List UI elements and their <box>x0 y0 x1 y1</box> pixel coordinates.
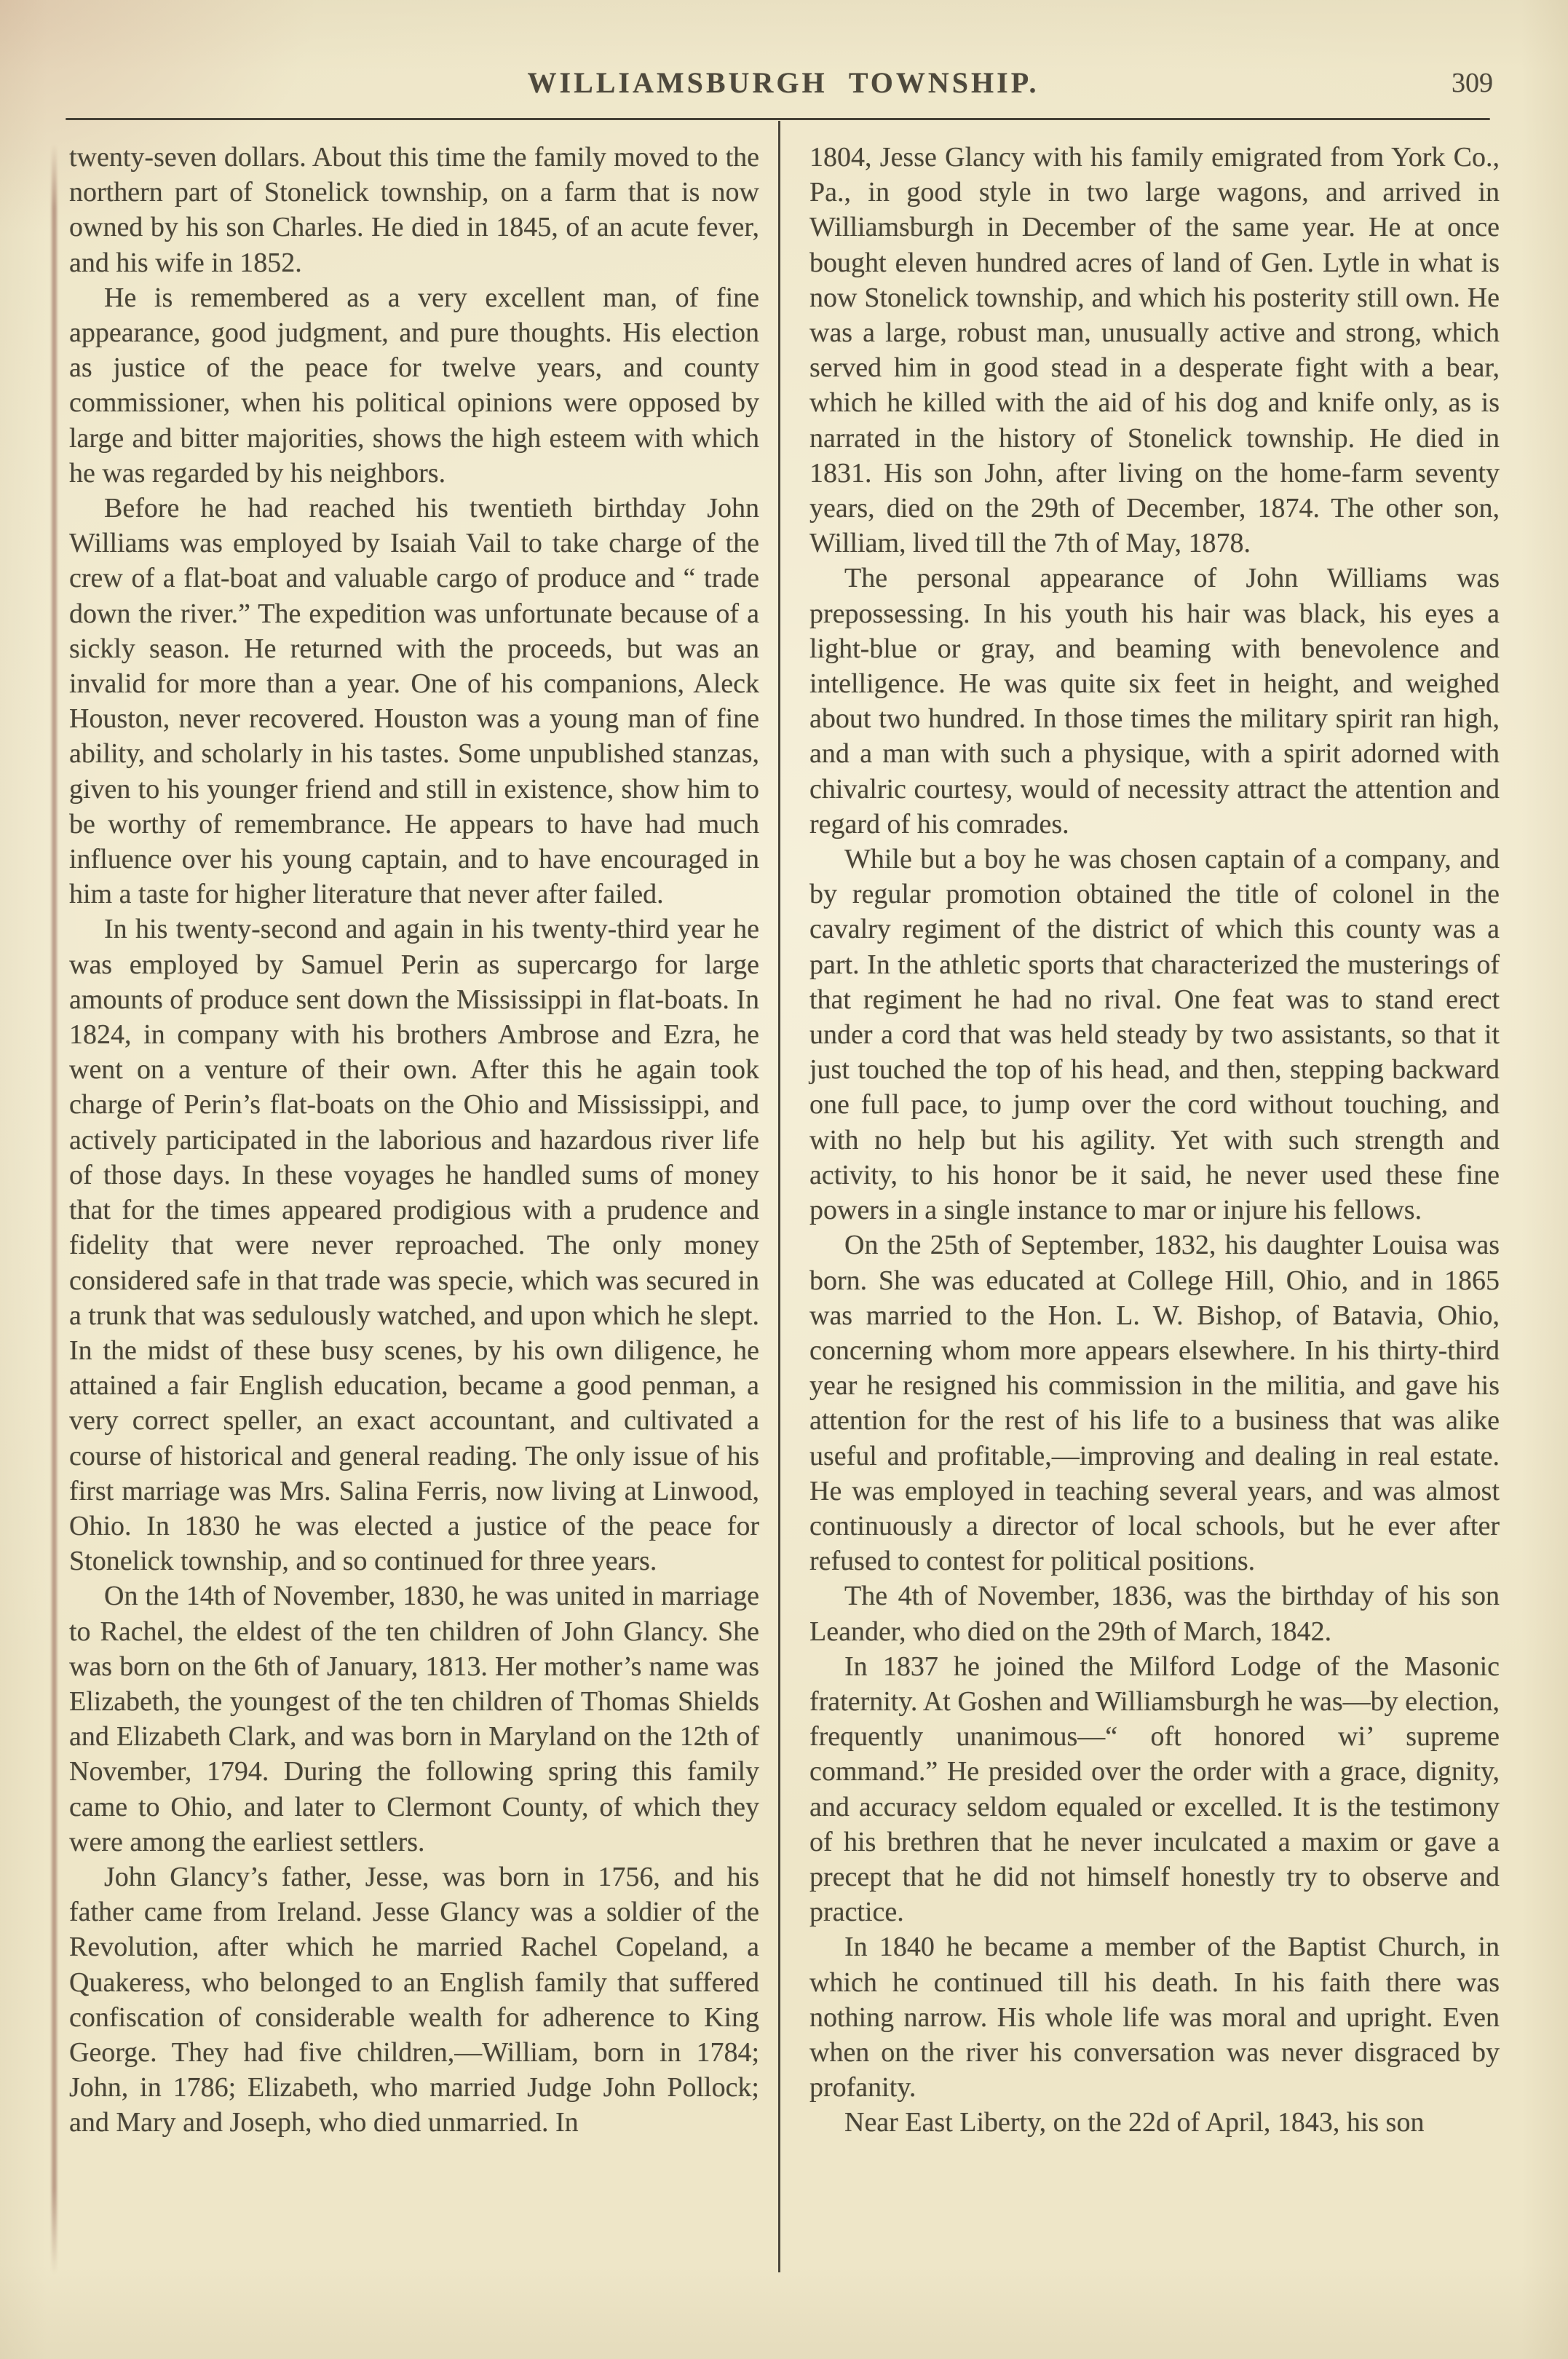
body-paragraph: In 1837 he joined the Milford Lodge of the Masonic fraternity. At Goshen and Williamsburgh he was—by election, frequently unanimous—“ oft honored wi’ supreme command.” He presided over the order with a grace, dignity, and accuracy seldom equaled or excelled. It is the testimony of his brethren that he never inculcated a maxim or gave a precept that he did not himself honestly try to observe and practice. <box>809 1651 1500 1928</box>
body-paragraph: The 4th of November, 1836, was the birthday of his son Leander, who died on the 29th of March, 1842. <box>809 1581 1500 1647</box>
header-rule <box>66 118 1490 120</box>
body-paragraph: In his twenty-second and again in his twenty-third year he was employed by Samuel Perin as supercargo for large amounts of produce sent down the Mississippi in flat-boats. In 1824, in company with his brothers Ambrose and Ezra, he went on a venture of their own. After this he again took charge of Perin’s flat-boats on the Ohio and Mississippi, and actively participated in the laborious and hazardous river life of those days. In these voyages he handled sums of money that for the times appeared prodigious with a prudence and fidelity that were never reproached. The only money considered safe in that trade was specie, which was secured in a trunk that was sedulously watched, and upon which he slept. In the midst of these busy scenes, by his own diligence, he attained a fair English education, became a good penman, a very correct speller, an exact accountant, and cultivated a course of historical and general reading. The only issue of his first marriage was Mrs. Salina Ferris, now living at Linwood, Ohio. In 1830 he was elected a justice of the peace for Stonelick township, and so continued for three years. <box>69 914 759 1577</box>
body-paragraph: John Glancy’s father, Jesse, was born in 1756, and his father came from Ireland. Jesse Glancy was a soldier of the Revolution, after which he married Rachel Copeland, a Quakeress, who belonged to an English family that suffered confiscation of considerable wealth for adherence to King George. They had five children,—William, born in 1784; John, in 1786; Elizabeth, who married Judge John Pollock; and Mary and Joseph, who died unmarried. In <box>69 1861 759 2138</box>
scan-edge-artifact <box>52 144 57 2274</box>
page-header <box>69 66 1497 109</box>
body-paragraph: Near East Liberty, on the 22d of April, 1843, his son <box>844 2107 1425 2138</box>
body-paragraph: 1804, Jesse Glancy with his family emigrated from York Co., Pa., in good style in two large wagons, and arrived in Williamsburgh in December of the same year. He at once bought eleven hundred acres of land of Gen. Lytle in what is now Stonelick township, and which his posterity still own. He was a large, robust man, unusually active and strong, which served him in good stead in a desperate fight with a bear, which he killed with the aid of his dog and knife only, as is narrated in the history of Stonelick township. He died in 1831. His son John, after living on the home-farm seventy years, died on the 29th of December, 1874. The other son, William, lived till the 7th of May, 1878. <box>809 142 1500 559</box>
body-paragraph: On the 25th of September, 1832, his daughter Louisa was born. She was educated at College Hill, Ohio, and in 1865 was married to the Hon. L. W. Bishop, of Batavia, Ohio, concerning whom more appears elsewhere. In his thirty-third year he resigned his commission in the militia, and gave his attention for the rest of his life to a business that was alike useful and profitable,—improving and dealing in real estate. He was employed in teaching several years, and was almost continuously a director of local schools, but he ever after refused to contest for political positions. <box>809 1230 1500 1577</box>
body-paragraph: In 1840 he became a member of the Baptist Church, in which he continued till his death. In his faith there was nothing narrow. His whole life was moral and upright. Even when on the river his conversation was never disgraced by profanity. <box>809 1932 1500 2103</box>
body-paragraph: He is remembered as a very excellent man, of fine appearance, good judgment, and pure thoughts. His election as justice of the peace for twelve years, and county commissioner, when his political opinions were opposed by large and bitter majorities, shows the high esteem with which he was regarded by his neighbors. <box>69 282 759 489</box>
body-paragraph: While but a boy he was chosen captain of a company, and by regular promotion obtained the title of colonel in the cavalry regiment of the district of which this county was a part. In the athletic sports that characterized the musterings of that regiment he had no rival. One feat was to stand erect under a cord that was held steady by two assistants, so that it just touched the top of his head, and then, stepping backward one full pace, to jump over the cord without touching, and with no help but his agility. Yet with such strength and activity, to his honor be it said, he never used these fine powers in a single instance to mar or injure his fellows. <box>809 844 1500 1226</box>
body-paragraph: twenty-seven dollars. About this time the family moved to the northern part of Stonelick township, on a farm that is now owned by his son Charles. He died in 1845, of an acute fever, and his wife in 1852. <box>69 142 759 278</box>
page-title: WILLIAMSBURGH TOWNSHIP. <box>527 66 1040 99</box>
right-column <box>809 140 1500 2141</box>
column-divider-rule <box>778 121 780 2272</box>
body-paragraph: On the 14th of November, 1830, he was united in marriage to Rachel, the eldest of the ten children of John Glancy. She was born on the 6th of January, 1813. Her mother’s name was Elizabeth, the youngest of the ten children of Thomas Shields and Elizabeth Clark, and was born in Maryland on the 12th of November, 1794. During the following spring this family came to Ohio, and later to Clermont County, of which they were among the earliest settlers. <box>69 1581 759 1857</box>
body-paragraph: The personal appearance of John Williams was prepossessing. In his youth his hair was black, his eyes a light-blue or gray, and beaming with benevolence and intelligence. He was quite six feet in height, and weighed about two hundred. In those times the military spirit ran high, and a man with such a physique, with a spirit adorned with chivalric courtesy, would of necessity attract the attention and regard of his comrades. <box>809 563 1500 839</box>
page-number: 309 <box>1452 68 1493 98</box>
left-column <box>69 140 759 2141</box>
body-paragraph: Before he had reached his twentieth birthday John Williams was employed by Isaiah Vail to take charge of the crew of a flat-boat and valuable cargo of produce and “ trade down the river.” The expedition was unfortunate because of a sickly season. He returned with the proceeds, but was an invalid for more than a year. One of his companions, Aleck Houston, never recovered. Houston was a young man of fine ability, and scholarly in his tastes. Some unpublished stanzas, given to his younger friend and still in existence, show him to be worthy of remembrance. He appears to have had much influence over his young captain, and to have encouraged in him a taste for higher literature that never after failed. <box>69 493 759 910</box>
